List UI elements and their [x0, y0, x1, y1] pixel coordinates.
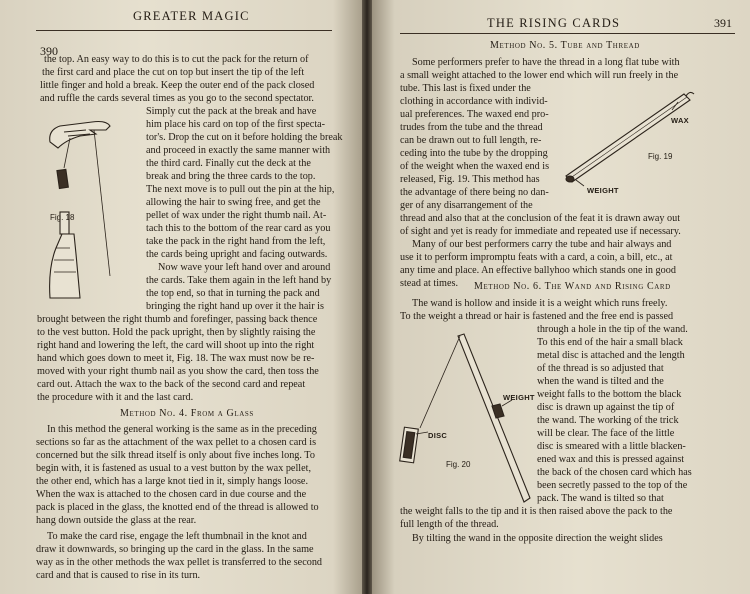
fig19-wax-label: WAX: [671, 116, 689, 125]
body-line: through a hole in the tip of the wand.: [537, 324, 688, 335]
body-line: little finger and hold a break. Keep the outer end of the pack closed: [40, 80, 315, 91]
body-line: begin with, it is fastened as usual to a vest button by the wax pellet,: [36, 463, 312, 474]
wax-thread: [686, 92, 694, 96]
body-line: To make the card rise, engage the left thumbnail in the knot and: [47, 531, 307, 542]
body-line: of the weight when the waxed end is: [400, 161, 550, 172]
body-line: thread and also that at the conclusion of the feat it is drawn away out: [400, 213, 681, 224]
fig20-caption: Fig. 20: [446, 460, 471, 469]
body-line: and ruffle the cards several times as you go to the second spectator.: [40, 93, 314, 104]
body-line: concerned but the silk thread itself is only about five inches long. To: [36, 450, 315, 461]
rising-card: [57, 169, 68, 188]
body-line: right hand and lowering the left, the card will shoot up into the right: [37, 340, 315, 351]
body-line: released, Fig. 19. This method has: [400, 174, 540, 185]
body-line: when the wand is tilted and the: [537, 376, 664, 387]
body-line: In this method the general working is the same as in the preceding: [47, 424, 317, 435]
body-line: Some performers prefer to have the thread in a long flat tube with: [412, 57, 680, 68]
body-line: weight falls to the bottom the black: [537, 389, 682, 400]
body-line: card and that is caused to rise in its turn.: [36, 570, 201, 581]
fig19-caption: Fig. 19: [648, 152, 673, 161]
left-head-rule: [36, 30, 332, 31]
section-heading: Method No. 5. Tube and Thread: [490, 40, 640, 51]
body-line: ened wax and this is pressed against: [537, 454, 685, 465]
body-line: take the pack in the right hand from the left,: [146, 236, 326, 247]
book-gutter: [362, 0, 372, 594]
body-line: will be clear. The face of the little: [537, 428, 675, 439]
fig19-weight-label: WEIGHT: [587, 186, 619, 195]
fig20-weight-label: WEIGHT: [503, 393, 535, 402]
body-line: pellet of wax under the right thumb nail. At-: [146, 210, 327, 221]
right-page-number: 391: [714, 16, 732, 30]
body-line: sections so far as the attachment of the wax pellet to a chosen card is: [36, 437, 317, 448]
body-line: the cards being upright and facing outwards.: [146, 249, 328, 260]
right-running-head: THE RISING CARDS: [487, 16, 621, 30]
body-line: To the weight a thread or hair is fastened and the free end is passed: [400, 311, 674, 322]
body-line: ual preferences. The waxed end pro-: [400, 109, 549, 120]
body-line: Simply cut the pack at the break and have: [146, 106, 317, 117]
left-page-number: 390: [40, 44, 58, 58]
body-line: allowing the hair to swing free, and get the: [146, 197, 321, 208]
body-line: way as in the other methods the wax pellet is transferred to the second: [36, 557, 323, 568]
body-line: the top. An easy way to do this is to cut the pack for the return of: [44, 54, 309, 65]
weight-icon: [566, 176, 574, 182]
section-heading: Method No. 4. From a Glass: [120, 408, 254, 419]
body-line: of sight and yet is ready for immediate and repeated use if necessary.: [400, 226, 681, 237]
wand: [458, 334, 530, 502]
body-line: to the vest button. Hold the pack upright, then by slightly raising the: [37, 327, 316, 338]
left-page: [0, 0, 362, 594]
body-line: By tilting the wand in the opposite direction the weight slides: [412, 533, 663, 544]
lower-hand-icon: [50, 234, 80, 298]
body-line: the cards. Take them again in the left hand by: [146, 275, 332, 286]
right-page: [372, 0, 750, 594]
body-line: been secretly passed to the top of the: [537, 480, 688, 491]
body-line: can be drawn out to full length, re-: [400, 135, 542, 146]
body-line: him place his card on top of the first specta-: [146, 119, 326, 130]
body-line: clothing in accordance with individ-: [400, 96, 548, 107]
fig20-disc-label: DISC: [428, 431, 448, 440]
body-line: bringing the right hand up over it the hair is: [146, 301, 324, 312]
body-line: hang down outside the glass at the rear.: [36, 515, 197, 526]
body-line: the back of the chosen card which has: [537, 467, 692, 478]
body-line: trudes from the tube and the thread: [400, 122, 543, 133]
body-line: the procedure with it and the last card.: [37, 392, 194, 403]
body-line: card out. Attach the wax to the back of the second card and repeat: [37, 379, 306, 390]
body-line: the top end, so that in turning the pack and: [146, 288, 320, 299]
body-line: pack is placed in the glass, the knotted end of the thread is allowed to: [36, 502, 319, 513]
body-line: any time and place. An effective ballyhoo which stands one in good: [400, 265, 676, 276]
body-line: a small weight attached to the lower end which will run freely in the: [400, 70, 679, 81]
body-line: ger of any disarrangement of the: [400, 200, 533, 211]
body-line: the other end, which has a large knot tied in it, simply hangs loose.: [36, 476, 308, 487]
body-line: the wand. The working of the trick: [537, 415, 679, 426]
body-line: moved with your right thumb nail as you show the card, then toss the: [37, 366, 319, 377]
hair-thread: [94, 130, 110, 276]
thread: [420, 336, 460, 428]
body-line: the weight falls to the tip and it is then raised above the pack to the: [400, 506, 673, 517]
body-line: To this end of the hair a small black: [537, 337, 683, 348]
section-heading: Method No. 6. The Wand and Rising Card: [474, 281, 671, 292]
body-line: brought between the right thumb and forefinger, passing back thence: [37, 314, 318, 325]
fig18-caption: Fig. 18: [50, 213, 75, 222]
fig19-illustration: [560, 88, 700, 198]
left-running-head: GREATER MAGIC: [133, 9, 250, 23]
body-line: disc is smeared with a little blacken-: [537, 441, 686, 452]
body-line: use it to perform impromptu feats with a card, a coin, a bill, etc., at: [400, 252, 673, 263]
body-line: and proceed in exactly the same manner with: [146, 145, 331, 156]
body-line: the first card and place the cut on top but insert the tip of the left: [42, 67, 305, 78]
body-line: Now wave your left hand over and around: [158, 262, 331, 273]
body-line: metal disc is attached and the length: [537, 350, 685, 361]
body-line: ceding into the tube by the dropping: [400, 148, 548, 159]
body-line: of the thread is so adjusted that: [537, 363, 664, 374]
fig18-illustration: [40, 108, 144, 308]
body-line: break and bring the three cards to the top.: [146, 171, 316, 182]
body-line: hand which goes down to meet it, Fig. 18. The wax must now be re-: [37, 353, 315, 364]
body-line: stead at times.: [400, 278, 458, 289]
body-line: The next move is to pull out the pin at the hip,: [146, 184, 335, 195]
body-line: The wand is hollow and inside it is a weight which runs freely.: [412, 298, 668, 309]
body-line: tube. This last is fixed under the: [400, 83, 531, 94]
fig20-illustration: [392, 332, 532, 504]
body-line: tor's. Drop the cut on it before holding the break: [146, 132, 343, 143]
body-line: pack. The wand is tilted so that: [537, 493, 664, 504]
body-line: the advantage of there being no dan-: [400, 187, 549, 198]
body-line: Many of our best performers carry the tube and hair always and: [412, 239, 672, 250]
body-line: draw it downwards, so bringing up the card in the glass. In the same: [36, 544, 314, 555]
body-line: When the wax is attached to the chosen card in due course and the: [36, 489, 307, 500]
body-line: the third card. Finally cut the deck at the: [146, 158, 311, 169]
body-line: full length of the thread.: [400, 519, 499, 530]
body-line: disc is drawn up against the tip of: [537, 402, 675, 413]
body-line: tach this to the bottom of the rear card as you: [146, 223, 331, 234]
right-head-rule: [400, 33, 735, 34]
